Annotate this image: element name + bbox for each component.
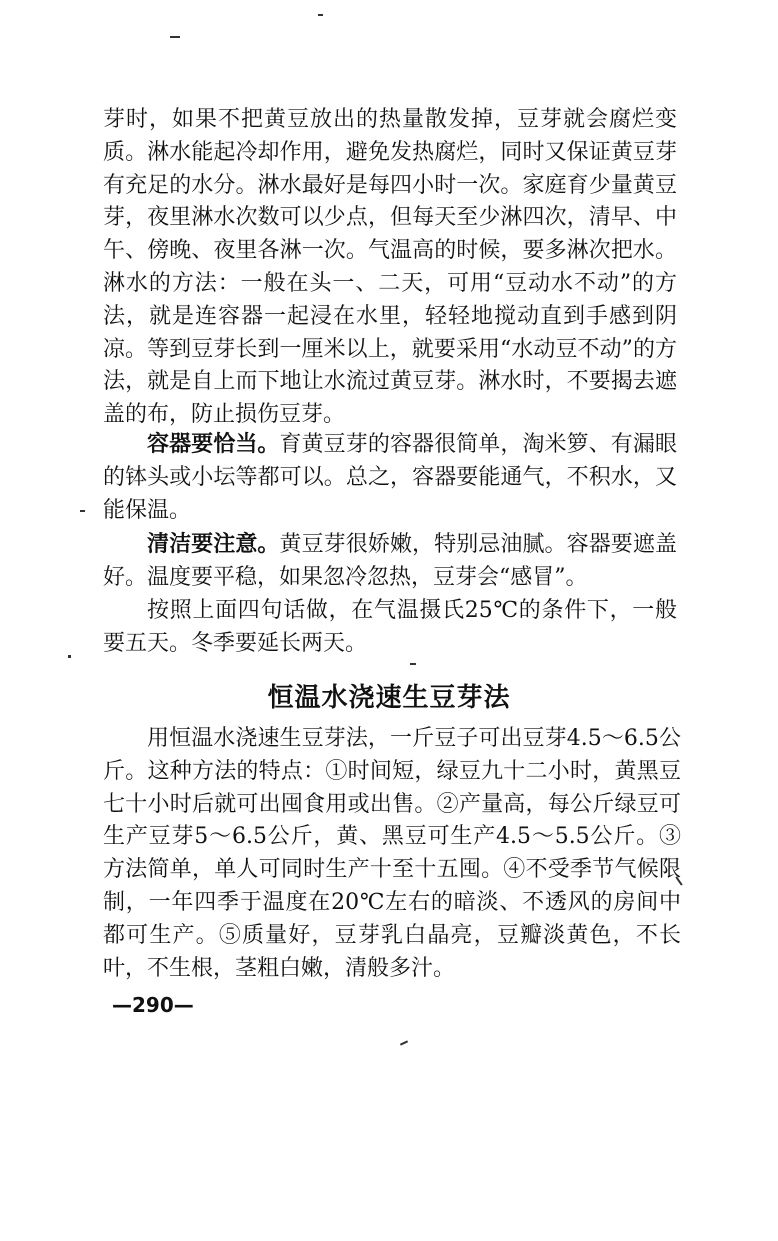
scan-mark [400, 1040, 408, 1045]
paragraph-lead: 清洁要注意。 [147, 531, 280, 557]
scan-mark [170, 36, 180, 38]
paragraph-lead: 容器要恰当。 [147, 431, 280, 457]
scan-mark [80, 510, 85, 512]
paragraph-method: 用恒温水浇速生豆芽法，一斤豆子可出豆芽4.5～6.5公斤。这种方法的特点：①时间短，绿豆九十二小时，黄黑豆七十小时后就可出囤食用或出售。②产量高，每公斤绿豆可生产豆芽5～6.5公斤，黄、黑豆可生产4.5～5.5公斤。③方法简单，单人可同时生产十至十五囤。④不受季节气候限制，一年四季于温度在20℃左右的暗淡、不透风的房间中都可生产。⑤质量好，豆芽乳白晶亮，豆瓣淡黄色，不长叶，不生根，茎粗白嫩，清般多汁。 [103, 726, 681, 981]
paragraph-summary: 按照上面四句话做，在气温摄氏25℃的条件下，一般要五天。冬季要延长两天。 [103, 598, 677, 656]
paragraph-cleanliness [103, 528, 677, 595]
scan-mark [68, 655, 71, 658]
paragraph-watering: 芽时，如果不把黄豆放出的热量散发掉，豆芽就会腐烂变质。淋水能起冷却作用，避免发热腐烂，同时又保证黄豆芽有充足的水分。淋水最好是每四小时一次。家庭育少量黄豆芽，夜里淋水次数可以少点，但每天至少淋四次，清早、中午、傍晚、夜里各淋一次。气温高的时候，要多淋次把水。淋水的方法：一般在头一、二天，可用“豆动水不动”的方法，就是连容器一起浸在水里，轻轻地搅动直到手感到阴凉。等到豆芽长到一厘米以上，就要采用“水动豆不动”的方法，就是自上而下地让水流过黄豆芽。淋水时，不要揭去遮盖的布，防止损伤豆芽。 [103, 107, 677, 428]
scan-mark [318, 14, 323, 16]
paragraph-body: 黄豆芽很娇嫩，特别忌油腻。容器要遮盖好。温度要平稳，如果忽冷忽热，豆芽会“感冒”。 [103, 532, 677, 590]
section-heading: 恒温水浇速生豆芽法 [267, 683, 511, 713]
paragraph-container [103, 428, 677, 527]
scan-mark [410, 663, 416, 665]
page-number: —290— [112, 993, 194, 1017]
paragraph-body: 育黄豆芽的容器很简单，淘米箩、有漏眼的钵头或小坛等都可以。总之，容器要能通气，不积水，又能保温。 [103, 432, 677, 523]
